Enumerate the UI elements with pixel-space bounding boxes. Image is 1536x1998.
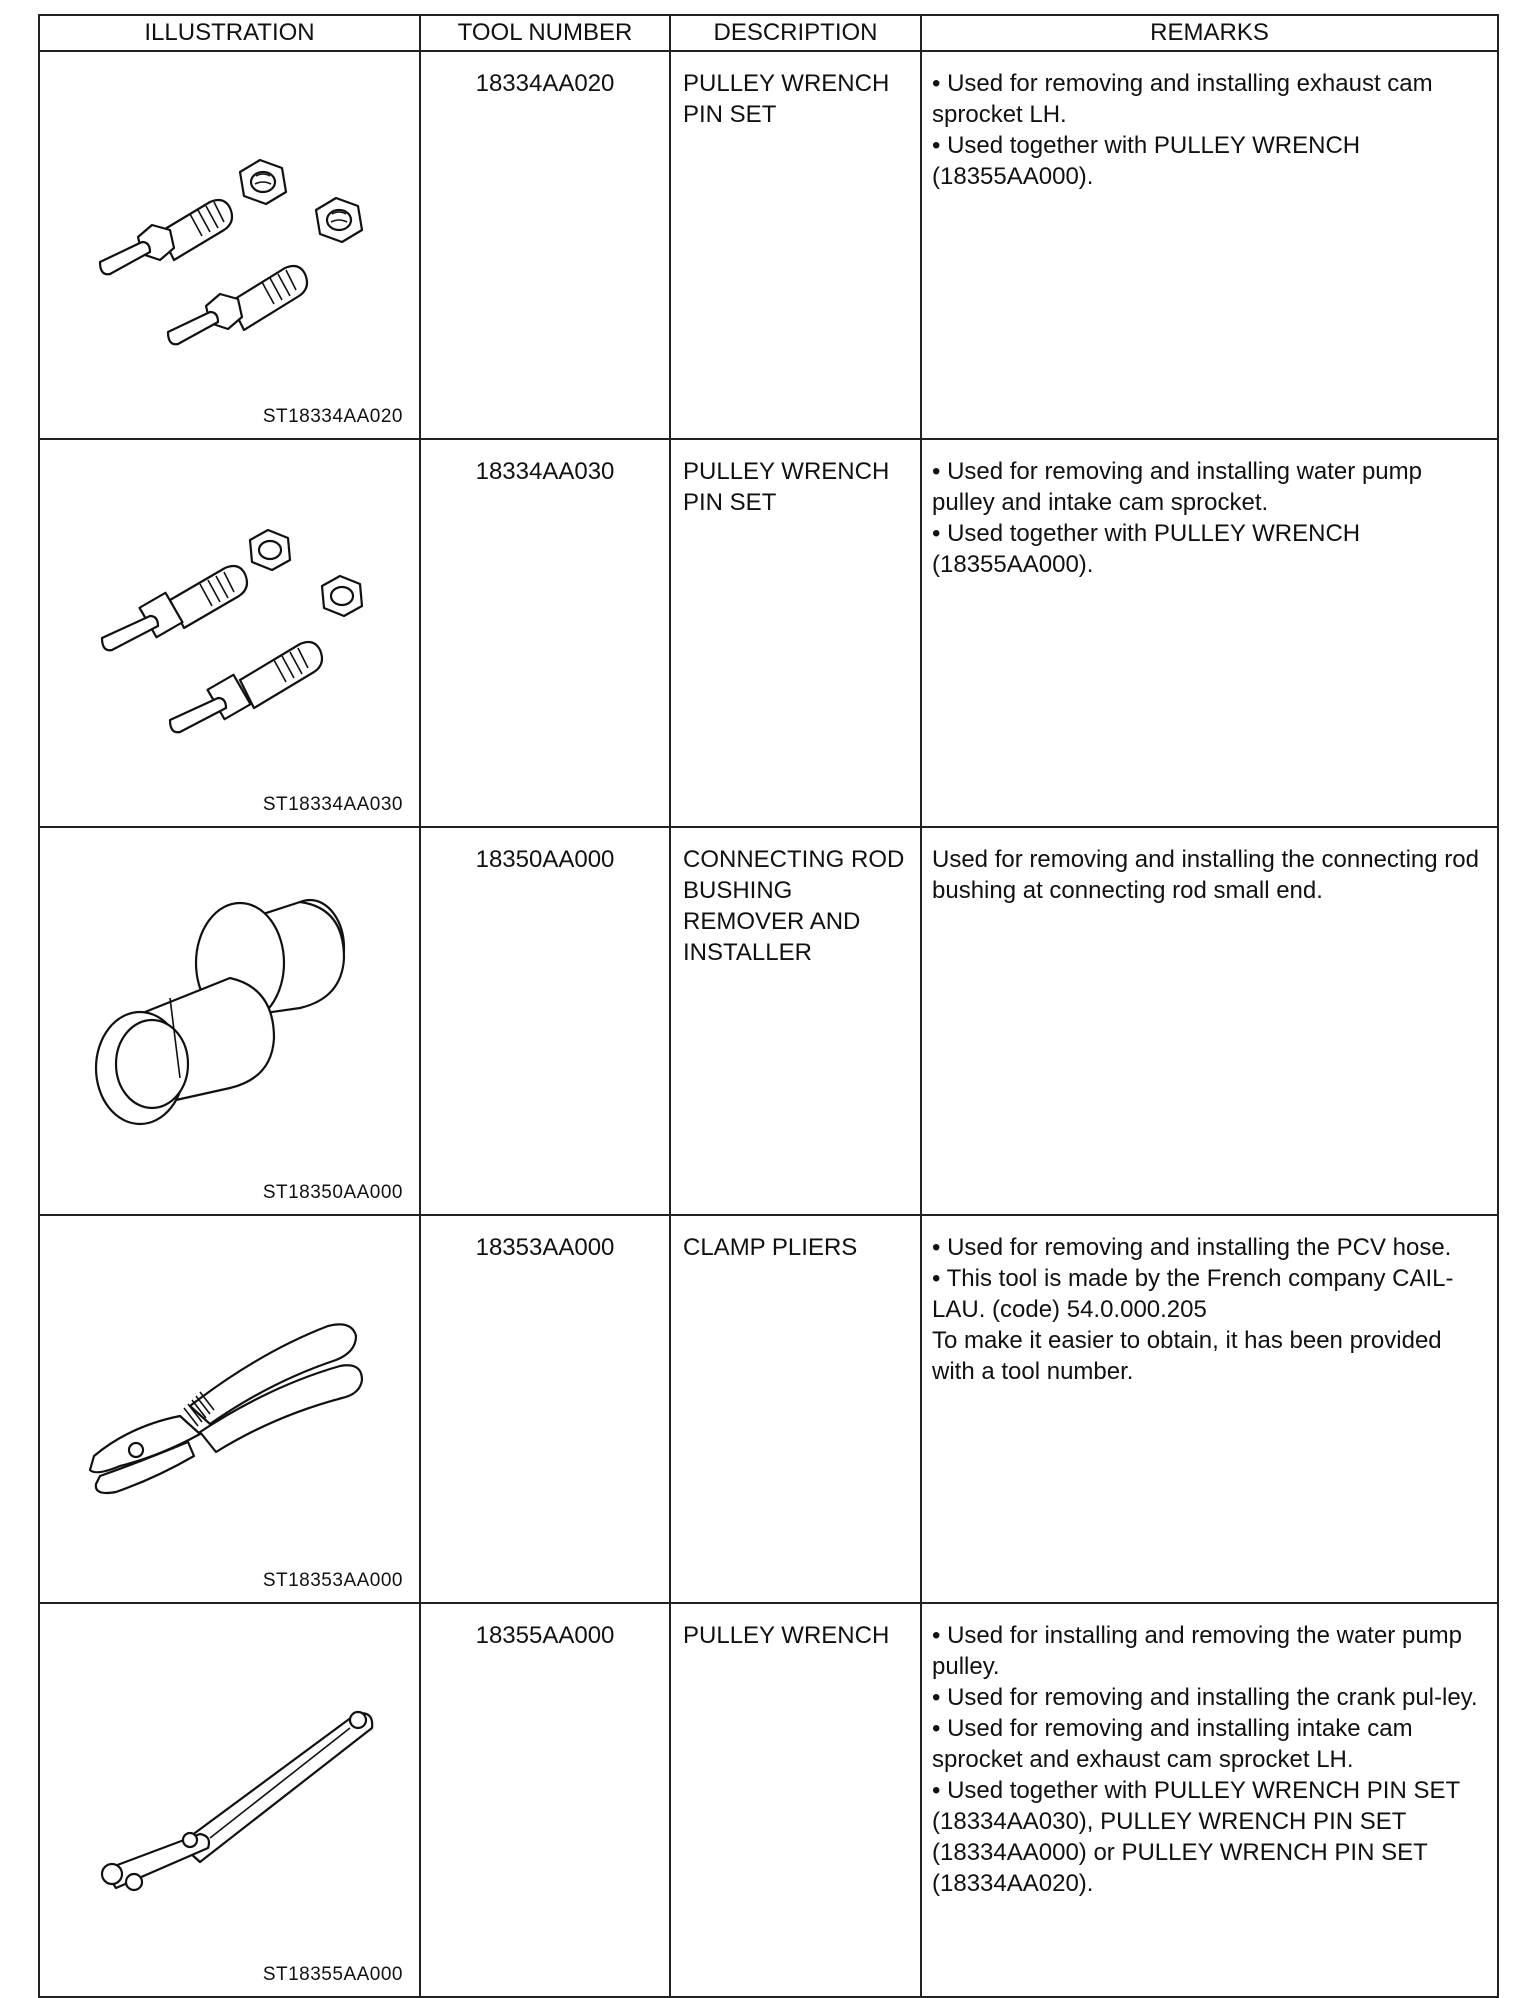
remark-line: • Used for removing and installing the crank pul-ley. xyxy=(932,1684,1478,1711)
table-row xyxy=(39,1215,1498,1603)
header-tool-number: TOOL NUMBER xyxy=(420,15,670,51)
tool-remarks xyxy=(921,1603,1498,1997)
remark-line: • Used for removing and installing intake cam sprocket and exhaust cam sprocket LH. xyxy=(932,1715,1413,1773)
tool-remarks xyxy=(921,1215,1498,1603)
remark-line: • Used together with PULLEY WRENCH (18355AA000). xyxy=(932,132,1361,190)
tool-number: 18350AA000 xyxy=(420,827,670,1215)
pulley-wrench-illustration xyxy=(60,1644,400,1924)
tool-remarks xyxy=(921,439,1498,827)
illustration-code: ST18334AA030 xyxy=(262,794,403,815)
tool-number: 18334AA020 xyxy=(420,51,670,439)
table-row xyxy=(39,1603,1498,1997)
tool-number: 18334AA030 xyxy=(420,439,670,827)
bushing-tool-illustration xyxy=(60,868,400,1148)
header-description: DESCRIPTION xyxy=(670,15,921,51)
illustration-code: ST18355AA000 xyxy=(262,1964,403,1985)
remark-line: • Used together with PULLEY WRENCH PIN SET (18334AA030), PULLEY WRENCH PIN SET (18334AA000) or PULLEY WRENCH PIN SET (18334AA020). xyxy=(932,1777,1460,1897)
illustration-code: ST18334AA020 xyxy=(262,406,403,427)
table-row xyxy=(39,439,1498,827)
pin-set-illustration xyxy=(60,480,400,760)
pin-set-illustration xyxy=(60,92,400,372)
illustration-cell xyxy=(39,439,420,827)
illustration-cell xyxy=(39,51,420,439)
tool-remarks xyxy=(921,827,1498,1215)
illustration-cell xyxy=(39,827,420,1215)
header-remarks: REMARKS xyxy=(921,15,1498,51)
illustration-cell xyxy=(39,1215,420,1603)
remark-line: • Used for removing and installing exhaust cam sprocket LH. xyxy=(932,70,1433,128)
special-tools-table xyxy=(38,14,1499,1998)
tool-description: CLAMP PLIERS xyxy=(670,1215,921,1603)
header-row xyxy=(39,15,1498,51)
remark-line: • Used together with PULLEY WRENCH (18355AA000). xyxy=(932,520,1361,578)
table-row xyxy=(39,827,1498,1215)
clamp-pliers-illustration xyxy=(60,1256,400,1536)
illustration-code: ST18350AA000 xyxy=(262,1182,403,1203)
header-illustration: ILLUSTRATION xyxy=(39,15,420,51)
tool-description: PULLEY WRENCH xyxy=(670,1603,921,1997)
illustration-code: ST18353AA000 xyxy=(262,1570,403,1591)
remark-line: Used for removing and installing the connecting rod bushing at connecting rod small end. xyxy=(932,846,1479,904)
tool-number: 18355AA000 xyxy=(420,1603,670,1997)
tool-description: CONNECTING ROD BUSHING REMOVER AND INSTALLER xyxy=(670,827,921,1215)
tool-remarks xyxy=(921,51,1498,439)
remark-line: • Used for removing and installing the PCV hose. xyxy=(932,1234,1452,1261)
remark-line: • Used for installing and removing the water pump pulley. xyxy=(932,1622,1463,1680)
tool-description: PULLEY WRENCH PIN SET xyxy=(670,51,921,439)
tool-number: 18353AA000 xyxy=(420,1215,670,1603)
table-row xyxy=(39,51,1498,439)
remark-line: To make it easier to obtain, it has been provided with a tool number. xyxy=(932,1327,1442,1385)
remark-line: • This tool is made by the French company CAIL-LAU. (code) 54.0.000.205 xyxy=(932,1265,1454,1323)
remark-line: • Used for removing and installing water pump pulley and intake cam sprocket. xyxy=(932,458,1422,516)
illustration-cell xyxy=(39,1603,420,1997)
tool-description: PULLEY WRENCH PIN SET xyxy=(670,439,921,827)
